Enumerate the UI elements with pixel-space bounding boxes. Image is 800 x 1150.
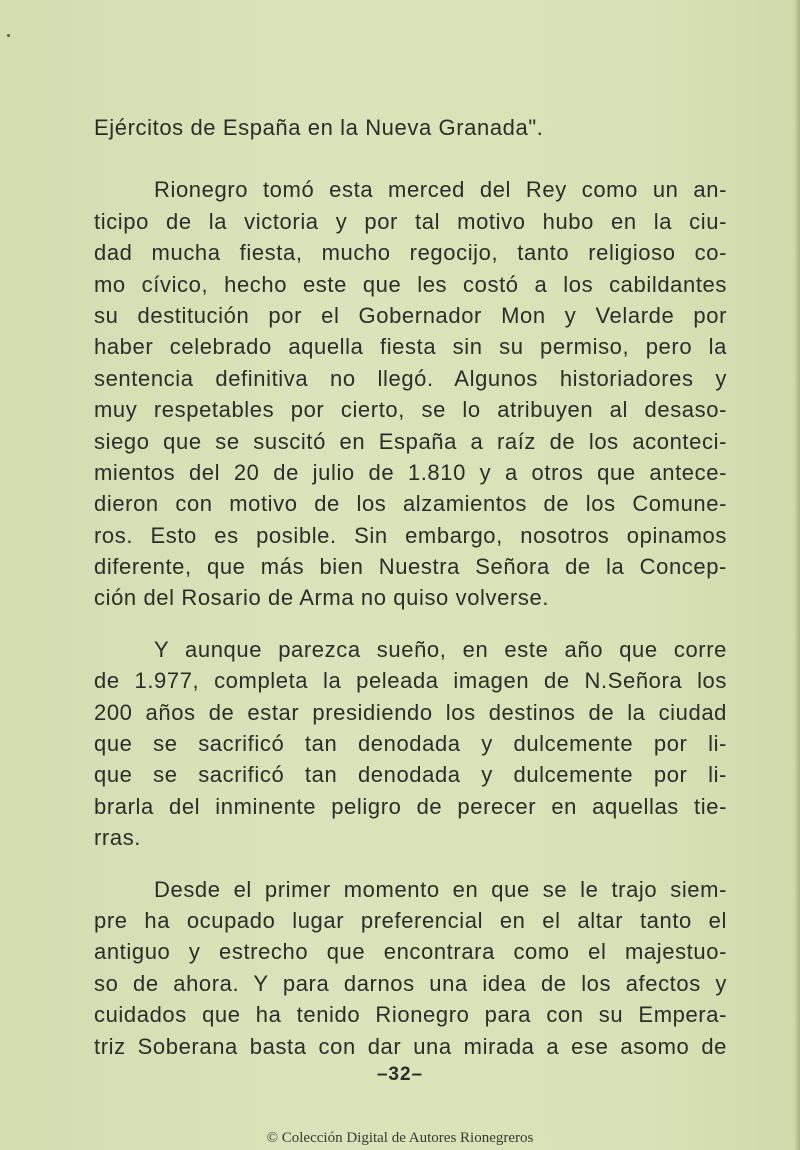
text-line: mientos del 20 de julio de 1.810 y a otros que antece-: [94, 459, 727, 485]
text-line: triz Soberana basta con dar una mirada a ese asomo de: [94, 1033, 727, 1059]
text-line: so de ahora. Y para darnos una idea de los afectos y: [94, 970, 727, 996]
text-line: 200 años de estar presidiendo los destinos de la ciudad: [94, 699, 727, 725]
text-line: Rionegro tomó esta merced del Rey como un an-: [154, 177, 727, 203]
text-line: mo cívico, hecho este que les costó a los cabildantes: [94, 271, 727, 297]
text-line: ticipo de la victoria y por tal motivo hubo en la ciu-: [94, 208, 727, 234]
text-line: Ejércitos de España en la Nueva Granada".: [94, 115, 544, 140]
text-line: Desde el primer momento en que se le trajo siem-: [154, 876, 727, 902]
text-line: que se sacrificó tan denodada y dulcemente por li-: [94, 762, 727, 788]
text-line: muy respetables por cierto, se lo atribuyen al desaso-: [94, 397, 727, 423]
text-line: ción del Rosario de Arma no quiso volverse.: [94, 585, 550, 611]
paragraph-2: [94, 174, 727, 613]
text-line: brarla del inminente peligro de perecer en aquellas tie-: [94, 793, 727, 819]
text-line: pre ha ocupado lugar preferencial en el altar tanto el: [94, 907, 727, 933]
paragraph-spacer: [94, 614, 727, 634]
text-line: Y aunque parezca sueño, en este año que corre: [154, 636, 727, 662]
text-line: sentencia definitiva no llegó. Algunos historiadores y: [94, 365, 727, 391]
text-line: rras.: [94, 825, 141, 851]
text-line: antiguo y estrecho que encontrara como el majestuo-: [94, 939, 727, 965]
paragraph-spacer: [94, 143, 727, 174]
text-line: diferente, que más bien Nuestra Señora de la Concep-: [94, 554, 727, 580]
text-line: siego que se suscitó en España a raíz de los aconteci-: [94, 428, 727, 454]
collection-footer: © Colección Digital de Autores Rionegreros: [266, 1130, 534, 1146]
text-line: dad mucha fiesta, mucho regocijo, tanto religioso co-: [94, 240, 727, 266]
page-number: –32–: [376, 1064, 424, 1085]
page-edge-shadow: [794, 0, 800, 1150]
scan-speck: [7, 34, 10, 37]
text-line: ros. Esto es posible. Sin embargo, nosotros opinamos: [94, 522, 727, 548]
text-line: haber celebrado aquella fiesta sin su permiso, pero la: [94, 334, 727, 360]
paragraph-3: [94, 634, 727, 854]
text-line: dieron con motivo de los alzamientos de los Comune-: [94, 491, 727, 517]
text-line: su destitución por el Gobernador Mon y Velarde por: [94, 302, 727, 328]
text-line: que se sacrificó tan denodada y dulcemente por li-: [94, 731, 727, 757]
text-line: cuidados que ha tenido Rionegro para con su Empera-: [94, 1002, 727, 1028]
paragraph-1: [94, 112, 727, 143]
paragraph-spacer: [94, 854, 727, 874]
body-text: [94, 112, 727, 1062]
text-line: de 1.977, completa la peleada imagen de N.Señora los: [94, 668, 727, 694]
paragraph-4: [94, 874, 727, 1062]
